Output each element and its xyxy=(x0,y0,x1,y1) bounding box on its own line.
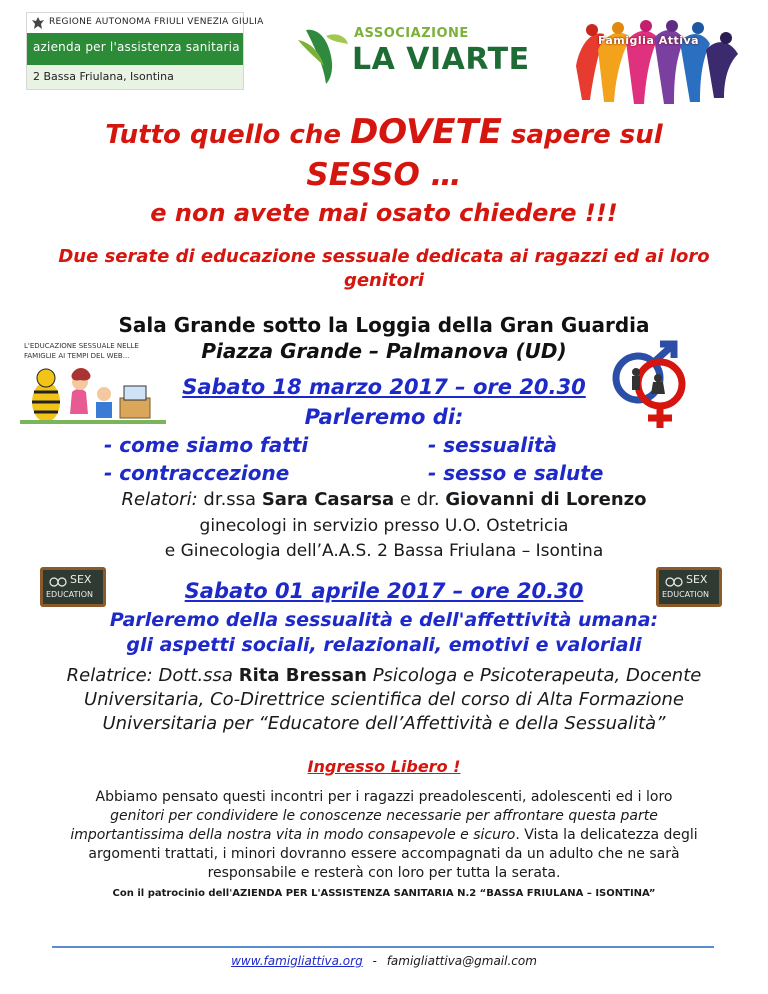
venue-line2: Piazza Grande – Palmanova (UD) xyxy=(201,339,567,363)
evening2-speaker: Relatrice: Dott.ssa Rita Bressan Psicologa e Psicoterapeuta, Docente Universitaria, Co-Direttrice scientifica del corso di Alta Formazione Universitaria per “Educatore dell’Affettività e della Sessualità” xyxy=(66,665,702,734)
famiglia-attiva-logo xyxy=(570,20,744,108)
asl-logo-line2: azienda per l'assistenza sanitaria xyxy=(33,40,240,54)
title-line2: SESSO … xyxy=(306,157,462,193)
evening2-topic-line1: Parleremo della sessualità e dell'affettività umana: xyxy=(109,609,659,631)
topic-come-siamo-fatti: - come siamo fatti xyxy=(104,433,309,457)
famiglia-attiva-brand: Famiglia Attiva xyxy=(598,34,700,47)
eagle-icon xyxy=(31,16,45,30)
asl-logo-line3: 2 Bassa Friulana, Isontina xyxy=(33,70,174,83)
viarte-logo-line2: LA VIARTE xyxy=(352,42,530,77)
evening1-speakers: Relatori: dr.ssa Sara Casarsa e dr. Giovanni di Lorenzo xyxy=(121,489,647,510)
evening1-date: Sabato 18 marzo 2017 – ore 20.30 xyxy=(182,375,586,399)
cartoon-caption-line1: L'EDUCAZIONE SESSUALE NELLE xyxy=(24,342,139,350)
topic-contraccezione: - contraccezione xyxy=(104,461,290,485)
cartoon-caption-line2: FAMIGLIE AI TEMPI DEL WEB... xyxy=(24,352,130,360)
evening1-role-line2: e Ginecologia dell’A.A.S. 2 Bassa Friulana – Isontina xyxy=(164,541,604,561)
venue-line1: Sala Grande sotto la Loggia della Gran Guardia xyxy=(118,313,650,337)
speaker3-name: Rita Bressan xyxy=(238,665,367,686)
asl-logo xyxy=(26,12,264,90)
viarte-logo-line1: ASSOCIAZIONE xyxy=(354,26,469,41)
evening2-topic-line2: gli aspetti sociali, relazionali, emotivi e valoriali xyxy=(126,634,642,656)
email-address[interactable]: famigliattiva@gmail.com xyxy=(386,954,537,968)
description-paragraph: Abbiamo pensato questi incontri per i ragazzi preadolescenti, adolescenti ed i loro genitori per condividere le conoscenze necessarie per affrontare questa parte importantissima della nostra vita in modo consapevole e sicuro. Vista la delicatezza degli argomenti trattati, i minori dovranno essere accompagnati da un adulto che ne sarà responsabile e resterà con loro per tutta la serata. xyxy=(70,789,698,881)
evening1-intro: Parleremo di: xyxy=(304,405,464,429)
speaker2-name: Giovanni di Lorenzo xyxy=(445,489,647,510)
evening1-role-line1: ginecologi in servizio presso U.O. Ostetricia xyxy=(199,516,569,536)
sex-education-chalkboard-right: SEX EDUCATION xyxy=(656,567,722,607)
speaker1-name: Sara Casarsa xyxy=(261,489,395,510)
viarte-logo xyxy=(292,22,532,90)
footer-contacts: www.famigliattiva.org - famigliattiva@gmail.com xyxy=(231,954,537,968)
asl-logo-line1: REGIONE AUTONOMA FRIULI VENEZIA GIULIA xyxy=(49,17,264,27)
website-link[interactable]: www.famigliattiva.org xyxy=(231,954,363,968)
free-entry-notice: Ingresso Libero ! xyxy=(307,757,461,776)
title-line1: Tutto quello che DOVETE sapere sul xyxy=(105,112,663,152)
viarte-leaf-icon xyxy=(296,22,350,86)
footer-divider xyxy=(52,946,714,948)
evening2-date: Sabato 01 aprile 2017 – ore 20.30 xyxy=(184,579,584,603)
title-line3: e non avete mai osato chiedere !!! xyxy=(150,199,618,227)
topic-sessualita: - sessualità xyxy=(428,433,558,457)
topic-sesso-e-salute: - sesso e salute xyxy=(428,461,604,485)
sex-education-chalkboard-left: SEX EDUCATION xyxy=(40,567,106,607)
patronage-note: Con il patrocinio dell'AZIENDA PER L'ASSISTENZA SANITARIA N.2 “BASSA FRIULANA – ISONTINA” xyxy=(112,888,656,899)
subtitle: Due serate di educazione sessuale dedicata ai ragazzi ed ai loro genitori xyxy=(58,246,710,291)
title-emphasis: DOVETE xyxy=(350,112,502,152)
